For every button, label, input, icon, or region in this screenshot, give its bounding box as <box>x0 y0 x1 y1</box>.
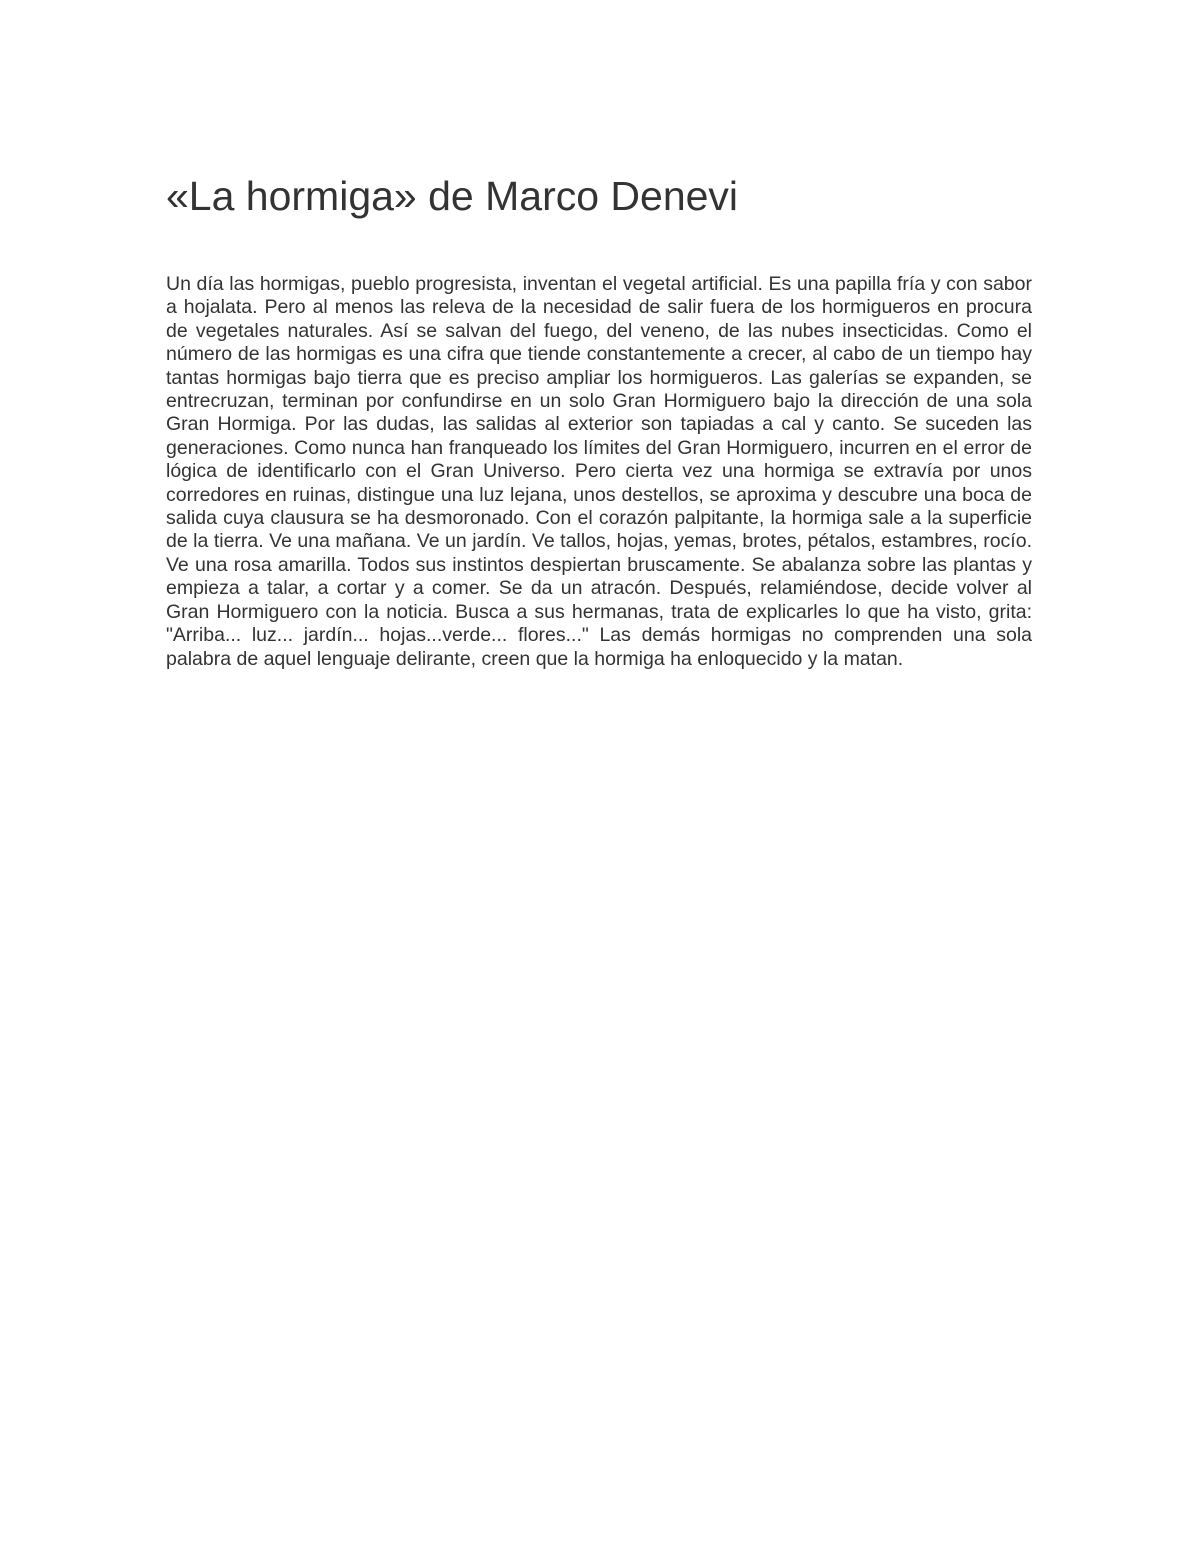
document-body-paragraph: Un día las hormigas, pueblo progresista, inventan el vegetal artificial. Es una papilla fría y con sabor a hojalata. Pero al menos las releva de la necesidad de salir fuera de los hormigueros en procura de vegetales naturales. Así se salvan del fuego, del veneno, de las nubes insecticidas. Como el número de las hormigas es una cifra que tiende constantemente a crecer, al cabo de un tiempo hay tantas hormigas bajo tierra que es preciso ampliar los hormigueros. Las galerías se expanden, se entrecruzan, terminan por confundirse en un solo Gran Hormiguero bajo la dirección de una sola Gran Hormiga. Por las dudas, las salidas al exterior son tapiadas a cal y canto. Se suceden las generaciones. Como nunca han franqueado los límites del Gran Hormiguero, incurren en el error de lógica de identificarlo con el Gran Universo. Pero cierta vez una hormiga se extravía por unos corredores en ruinas, distingue una luz lejana, unos destellos, se aproxima y descubre una boca de salida cuya clausura se ha desmoronado. Con el corazón palpitante, la hormiga sale a la superficie de la tierra. Ve una mañana. Ve un jardín. Ve tallos, hojas, yemas, brotes, pétalos, estambres, rocío. Ve una rosa amarilla. Todos sus instintos despiertan bruscamente. Se abalanza sobre las plantas y empieza a talar, a cortar y a comer. Se da un atracón. Después, relamiéndose, decide volver al Gran Hormiguero con la noticia. Busca a sus hermanas, trata de explicarles lo que ha visto, grita: "Arriba... luz... jardín... hojas...verde... flores..." Las demás hormigas no comprenden una sola palabra de aquel lenguaje delirante, creen que la hormiga ha enloquecido y la matan. <box>166 273 1032 670</box>
document-title: «La hormiga» de Marco Denevi <box>166 173 739 219</box>
